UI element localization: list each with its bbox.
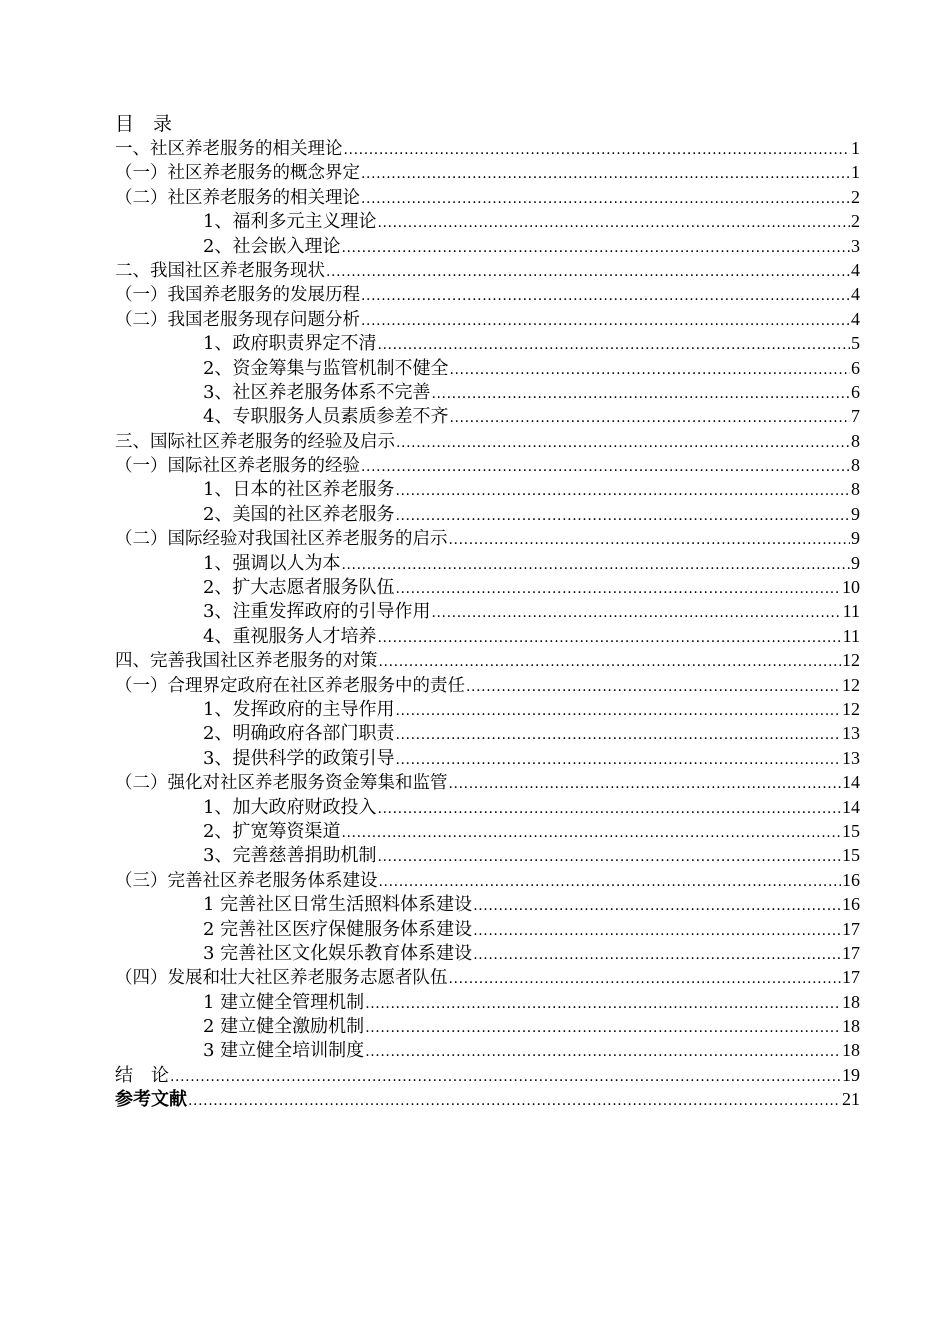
- toc-entry[interactable]: [115, 843, 860, 867]
- toc-dot-leader: [361, 284, 850, 308]
- toc-entry-title: 2 建立健全激励机制: [203, 1016, 365, 1038]
- toc-entry[interactable]: [115, 819, 860, 843]
- toc-dot-leader: [365, 992, 841, 1016]
- toc-entry-title: 2、明确政府各部门职责: [203, 723, 395, 745]
- toc-entry[interactable]: [115, 404, 860, 428]
- toc-entry[interactable]: [115, 917, 860, 941]
- toc-entry[interactable]: [115, 770, 860, 794]
- toc-list: [115, 136, 860, 1112]
- toc-entry-page-number: 17: [842, 967, 860, 988]
- toc-dot-leader: [344, 138, 851, 162]
- toc-dot-leader: [473, 919, 841, 943]
- toc-entry-page-number: 3: [851, 235, 860, 256]
- toc-entry[interactable]: [115, 160, 860, 184]
- toc-entry-title: 结 论: [115, 1064, 169, 1086]
- toc-dot-leader: [449, 772, 842, 796]
- toc-entry[interactable]: [115, 429, 860, 453]
- toc-entry-page-number: 18: [842, 1016, 860, 1037]
- toc-entry-title: 1 建立健全管理机制: [203, 991, 365, 1013]
- toc-entry[interactable]: [115, 575, 860, 599]
- toc-entry-page-number: 10: [842, 577, 860, 598]
- toc-entry[interactable]: [115, 453, 860, 477]
- toc-entry-page-number: 9: [851, 552, 860, 573]
- toc-dot-leader: [395, 577, 841, 601]
- toc-entry-title: 1、日本的社区养老服务: [203, 479, 395, 501]
- toc-entry-title: （一）合理界定政府在社区养老服务中的责任: [115, 675, 465, 696]
- toc-entry-title: 一、社区养老服务的相关理论: [115, 139, 343, 159]
- toc-entry-title: （二）社区养老服务的相关理论: [115, 187, 360, 208]
- toc-dot-leader: [395, 479, 850, 503]
- toc-entry[interactable]: [115, 282, 860, 306]
- toc-entry-title: 1、加大政府财政投入: [203, 796, 377, 818]
- toc-entry[interactable]: [115, 185, 860, 209]
- toc-entry[interactable]: [115, 868, 860, 892]
- toc-entry-title: 二、我国社区养老服务现状: [115, 260, 325, 281]
- toc-entry-page-number: 17: [842, 942, 860, 963]
- toc-entry-page-number: 14: [842, 772, 860, 793]
- toc-entry-page-number: 6: [851, 381, 860, 402]
- toc-entry[interactable]: [115, 331, 860, 355]
- toc-entry[interactable]: [115, 673, 860, 697]
- toc-entry[interactable]: [115, 599, 860, 623]
- toc-entry[interactable]: [115, 209, 860, 233]
- toc-entry[interactable]: [115, 1087, 860, 1111]
- toc-entry-title: 1、政府职责界定不清: [203, 333, 377, 355]
- toc-entry[interactable]: [115, 1014, 860, 1038]
- toc-entry-page-number: 12: [842, 650, 860, 671]
- toc-dot-leader: [377, 845, 841, 869]
- toc-entry[interactable]: [115, 990, 860, 1014]
- toc-dot-leader: [341, 821, 841, 845]
- toc-entry[interactable]: [115, 746, 860, 770]
- toc-entry-title: 三、国际社区养老服务的经验及启示: [115, 431, 395, 452]
- toc-dot-leader: [361, 309, 850, 333]
- toc-entry-page-number: 4: [851, 284, 860, 305]
- toc-dot-leader: [431, 382, 850, 406]
- toc-entry[interactable]: [115, 965, 860, 989]
- toc-dot-leader: [449, 967, 842, 991]
- toc-entry-title: 2、资金筹集与监管机制不健全: [203, 357, 449, 379]
- toc-entry-page-number: 15: [842, 820, 860, 841]
- toc-entry-title: 4、专职服务人员素质参差不齐: [203, 406, 449, 428]
- toc-entry[interactable]: [115, 1063, 860, 1087]
- toc-dot-leader: [341, 236, 850, 260]
- toc-dot-leader: [395, 504, 850, 528]
- toc-entry[interactable]: [115, 941, 860, 965]
- toc-entry-page-number: 21: [842, 1089, 860, 1110]
- toc-entry-page-number: 13: [842, 747, 860, 768]
- toc-entry-page-number: 9: [851, 528, 860, 549]
- toc-entry-page-number: 1: [851, 138, 860, 158]
- toc-entry-page-number: 2: [851, 211, 860, 232]
- toc-entry-title: 2、扩大志愿者服务队伍: [203, 577, 395, 599]
- toc-dot-leader: [170, 1065, 841, 1089]
- toc-entry-page-number: 14: [842, 796, 860, 817]
- toc-page: [115, 112, 860, 1112]
- toc-entry-page-number: 12: [842, 674, 860, 695]
- toc-entry[interactable]: [115, 892, 860, 916]
- toc-entry[interactable]: [115, 477, 860, 501]
- toc-entry[interactable]: [115, 648, 860, 672]
- toc-entry-page-number: 8: [851, 455, 860, 476]
- toc-entry[interactable]: [115, 307, 860, 331]
- toc-entry-page-number: 18: [842, 991, 860, 1012]
- toc-dot-leader: [377, 797, 841, 821]
- toc-dot-leader: [449, 406, 850, 430]
- toc-entry-page-number: 18: [842, 1040, 860, 1061]
- toc-entry-title: 2、社会嵌入理论: [203, 235, 341, 257]
- toc-dot-leader: [377, 211, 850, 235]
- toc-dot-leader: [473, 943, 841, 967]
- toc-entry-title: 4、重视服务人才培养: [203, 625, 377, 647]
- toc-entry[interactable]: [115, 258, 860, 282]
- toc-dot-leader: [341, 553, 850, 577]
- toc-dot-leader: [188, 1089, 841, 1113]
- toc-entry-title: 3、提供科学的政策引导: [203, 747, 395, 769]
- toc-entry-title: （二）我国老服务现存问题分析: [115, 309, 360, 330]
- toc-dot-leader: [361, 162, 850, 186]
- toc-entry-page-number: 12: [842, 698, 860, 719]
- toc-entry-title: 1、福利多元主义理论: [203, 211, 377, 233]
- toc-dot-leader: [431, 601, 841, 625]
- toc-entry-page-number: 16: [842, 869, 860, 890]
- toc-entry-page-number: 5: [851, 333, 860, 354]
- toc-entry-title: 3、完善慈善捐助机制: [203, 845, 377, 867]
- toc-title: 目 录: [115, 113, 173, 135]
- toc-entry[interactable]: [115, 697, 860, 721]
- toc-entry-page-number: 4: [851, 308, 860, 329]
- toc-entry-page-number: 8: [851, 430, 860, 451]
- toc-entry[interactable]: [115, 136, 860, 160]
- toc-entry-page-number: 6: [851, 357, 860, 378]
- toc-dot-leader: [395, 723, 841, 747]
- toc-dot-leader: [365, 1040, 841, 1064]
- toc-dot-leader: [361, 455, 850, 479]
- toc-entry[interactable]: [115, 551, 860, 575]
- toc-dot-leader: [379, 650, 842, 674]
- toc-dot-leader: [449, 358, 850, 382]
- toc-entry[interactable]: [115, 502, 860, 526]
- toc-entry[interactable]: [115, 380, 860, 404]
- toc-entry-title: 2 完善社区医疗保健服务体系建设: [203, 918, 473, 940]
- toc-entry[interactable]: [115, 1038, 860, 1062]
- toc-entry-page-number: 2: [851, 186, 860, 207]
- toc-entry-page-number: 1: [851, 162, 860, 183]
- toc-entry-title: （二）强化对社区养老服务资金筹集和监管: [115, 773, 448, 794]
- toc-entry-title: 3 完善社区文化娱乐教育体系建设: [203, 942, 473, 964]
- toc-dot-leader: [377, 333, 850, 357]
- toc-entry-title: 2、美国的社区养老服务: [203, 503, 395, 525]
- toc-dot-leader: [395, 748, 841, 772]
- toc-entry-title: （一）我国养老服务的发展历程: [115, 285, 360, 306]
- toc-dot-leader: [379, 870, 842, 894]
- toc-entry-title: 3、社区养老服务体系不完善: [203, 381, 431, 403]
- toc-entry-title: 2、扩宽筹资渠道: [203, 820, 341, 842]
- toc-dot-leader: [473, 894, 841, 918]
- toc-entry-title: 参考文献: [115, 1089, 187, 1111]
- toc-entry-title: （一）社区养老服务的概念界定: [115, 163, 360, 184]
- toc-entry-title: （三）完善社区养老服务体系建设: [115, 870, 378, 891]
- toc-entry-page-number: 19: [842, 1064, 860, 1085]
- toc-dot-leader: [449, 528, 851, 552]
- toc-entry-page-number: 16: [842, 894, 860, 915]
- toc-entry-title: （二）国际经验对我国社区养老服务的启示: [115, 529, 448, 550]
- toc-dot-leader: [396, 431, 850, 455]
- toc-entry-title: 四、完善我国社区养老服务的对策: [115, 651, 378, 672]
- toc-dot-leader: [395, 699, 841, 723]
- toc-dot-leader: [365, 1016, 841, 1040]
- toc-entry-title: 1 完善社区日常生活照料体系建设: [203, 894, 473, 916]
- toc-dot-leader: [377, 626, 841, 650]
- toc-dot-leader: [466, 675, 841, 699]
- toc-entry[interactable]: [115, 526, 860, 550]
- toc-entry-page-number: 7: [851, 406, 860, 427]
- toc-entry-page-number: 4: [851, 259, 860, 280]
- toc-entry-page-number: 17: [842, 918, 860, 939]
- toc-entry-title: 3、注重发挥政府的引导作用: [203, 601, 431, 623]
- toc-entry[interactable]: [115, 356, 860, 380]
- toc-entry-page-number: 11: [842, 625, 860, 646]
- toc-entry-title: 3 建立健全培训制度: [203, 1040, 365, 1062]
- toc-dot-leader: [361, 187, 850, 211]
- toc-entry-page-number: 8: [851, 479, 860, 500]
- toc-entry-page-number: 15: [842, 845, 860, 866]
- toc-entry-title: （四）发展和壮大社区养老服务志愿者队伍: [115, 968, 448, 989]
- toc-entry-title: （一）国际社区养老服务的经验: [115, 456, 360, 477]
- toc-entry[interactable]: [115, 721, 860, 745]
- toc-dot-leader: [326, 260, 850, 284]
- toc-entry-title: 1、强调以人为本: [203, 552, 341, 574]
- toc-entry-page-number: 11: [842, 601, 860, 622]
- toc-entry-page-number: 9: [851, 503, 860, 524]
- toc-entry[interactable]: [115, 234, 860, 258]
- toc-entry-page-number: 13: [842, 723, 860, 744]
- toc-entry[interactable]: [115, 624, 860, 648]
- toc-entry[interactable]: [115, 795, 860, 819]
- toc-entry-title: 1、发挥政府的主导作用: [203, 698, 395, 720]
